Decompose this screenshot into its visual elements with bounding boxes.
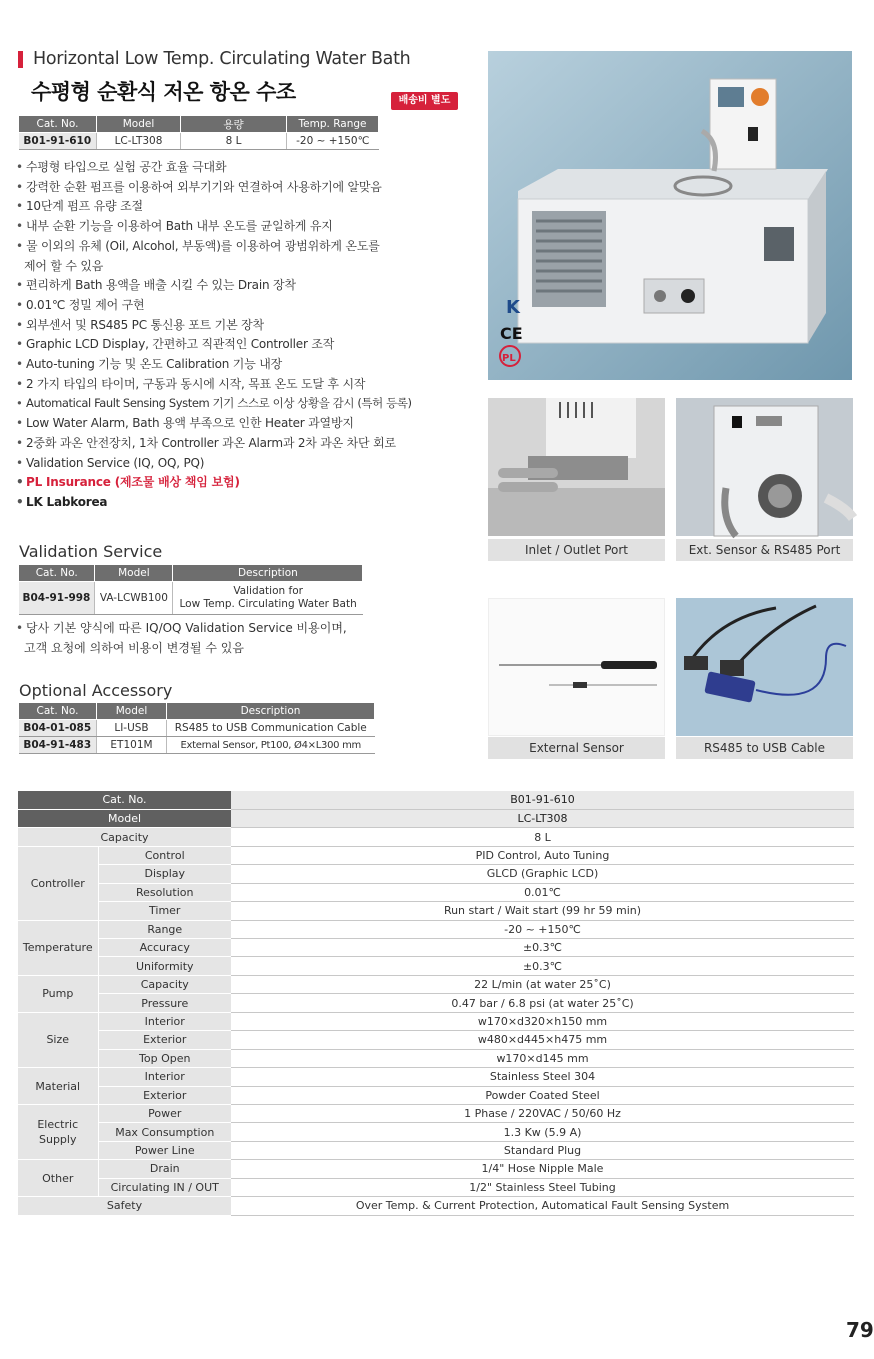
validation-table: [18, 564, 363, 615]
inlet-outlet-illustration: [488, 398, 665, 536]
spec-value: 8 L: [231, 828, 854, 846]
col-header: Cat. No.: [19, 116, 97, 133]
table-row: [18, 791, 854, 809]
spec-label: Safety: [18, 1197, 231, 1215]
spec-value: w170×d320×h150 mm: [231, 1012, 854, 1030]
spec-value: 22 L/min (at water 25˚C): [231, 975, 854, 993]
col-header: Temp. Range: [287, 116, 379, 133]
title-english: Horizontal Low Temp. Circulating Water Bath: [33, 49, 411, 69]
spec-value: Run start / Wait start (99 hr 59 min): [231, 902, 854, 920]
spec-label: Capacity: [98, 975, 231, 993]
shipping-badge: 배송비 별도: [391, 92, 458, 110]
table-cell: B01-91-610: [19, 133, 97, 150]
spec-value: PID Control, Auto Tuning: [231, 846, 854, 864]
spec-group: Controller: [18, 846, 98, 920]
list-item: 제어 할 수 있음: [24, 258, 104, 273]
list-item: • 물 이외의 유체 (Oil, Alcohol, 부동액)를 이용하여 광범위하게 온도를: [16, 237, 466, 257]
spec-value: 0.47 bar / 6.8 psi (at water 25˚C): [231, 994, 854, 1012]
spec-value: w170×d145 mm: [231, 1049, 854, 1067]
table-row: [18, 1197, 854, 1215]
spec-label: Model: [18, 809, 231, 827]
col-header: Model: [97, 116, 181, 133]
col-header: Description: [167, 703, 375, 720]
list-item: • 외부센서 및 RS485 PC 통신용 포트 기본 장착: [16, 316, 466, 336]
ce-mark: CE: [500, 324, 523, 343]
spec-label: Capacity: [18, 828, 231, 846]
table-row: [18, 957, 854, 975]
spec-label: Resolution: [98, 883, 231, 901]
table-row: [18, 1104, 854, 1122]
spec-label: Exterior: [98, 1086, 231, 1104]
table-cell: LI-USB: [97, 720, 167, 737]
list-item: • 2중화 과온 안전장치, 1차 Controller 과온 Alarm과 2차 과온 차단 회로: [16, 434, 466, 454]
note-line: • 당사 기본 양식에 따른 IQ/OQ Validation Service 비용이며,: [16, 618, 347, 638]
table-row: [18, 939, 854, 957]
note-line: 고객 요청에 의하여 비용이 변경될 수 있음: [24, 641, 244, 655]
table-cell: External Sensor, Pt100, Ø4×L300 mm: [167, 737, 375, 754]
table-row: [18, 1068, 854, 1086]
list-item: • Automatical Fault Sensing System 기기 스스로 이상 상황을 감시 (특허 등록): [16, 394, 466, 414]
spec-value: w480×d445×h475 mm: [231, 1031, 854, 1049]
product-table: [18, 115, 379, 150]
list-item: • Validation Service (IQ, OQ, PQ): [16, 454, 466, 474]
table-row: [18, 994, 854, 1012]
table-cell: 8 L: [181, 133, 287, 150]
spec-value: B01-91-610: [231, 791, 854, 809]
table-row: [18, 1049, 854, 1067]
sensor-port-illustration: [676, 398, 853, 536]
spec-value: ±0.3℃: [231, 939, 854, 957]
table-cell: LC-LT308: [97, 133, 181, 150]
spec-value: -20 ~ +150℃: [231, 920, 854, 938]
list-item: • Low Water Alarm, Bath 용액 부족으로 인한 Heater 과열방지: [16, 414, 466, 434]
caption-usb-cable: RS485 to USB Cable: [676, 737, 853, 759]
table-cell: B04-91-483: [19, 737, 97, 754]
page-number: 79: [846, 1318, 874, 1342]
spec-group: Temperature: [18, 920, 98, 975]
caption-inlet-outlet: Inlet / Outlet Port: [488, 539, 665, 561]
spec-label: Interior: [98, 1068, 231, 1086]
spec-value: LC-LT308: [231, 809, 854, 827]
sensor-port-photo: [676, 398, 853, 536]
list-item: • 편리하게 Bath 용액을 배출 시킬 수 있는 Drain 장착: [16, 276, 466, 296]
spec-label: Power: [98, 1104, 231, 1122]
feature-list: [16, 158, 466, 513]
table-row: [18, 975, 854, 993]
spec-label: Top Open: [98, 1049, 231, 1067]
list-item: • LK Labkorea: [16, 493, 466, 513]
table-row: [18, 828, 854, 846]
list-item: • PL Insurance (제조물 배상 책임 보험): [16, 473, 466, 493]
spec-group: [18, 1104, 98, 1159]
list-item: • 2 가지 타입의 타이머, 구동과 동시에 시작, 목표 온도 도달 후 시작: [16, 375, 466, 395]
pl-mark: PL: [502, 353, 516, 364]
section-title-validation: Validation Service: [19, 542, 163, 561]
col-header: Model: [97, 703, 167, 720]
usb-cable-illustration: [676, 598, 853, 736]
title-korean: 수평형 순환식 저온 항온 수조: [31, 80, 296, 104]
kc-mark: K: [506, 297, 520, 318]
usb-cable-photo: [676, 598, 853, 736]
table-row: [18, 902, 854, 920]
spec-value: 1 Phase / 220VAC / 50/60 Hz: [231, 1104, 854, 1122]
description-line: Low Temp. Circulating Water Bath: [179, 598, 357, 610]
spec-label: Drain: [98, 1160, 231, 1178]
water-bath-illustration: [488, 51, 852, 380]
spec-table: [18, 791, 854, 1216]
table-row: [18, 1123, 854, 1141]
table-row: [18, 809, 854, 827]
table-cell: VA-LCWB100: [95, 582, 173, 615]
table-row: [18, 1086, 854, 1104]
group-line: Electric: [37, 1118, 79, 1132]
table-row: [18, 846, 854, 864]
table-cell: -20 ~ +150℃: [287, 133, 379, 150]
table-cell: RS485 to USB Communication Cable: [167, 720, 375, 737]
accessory-table: [18, 702, 375, 754]
table-row: [18, 1012, 854, 1030]
spec-label: Exterior: [98, 1031, 231, 1049]
external-sensor-photo: [488, 598, 665, 736]
spec-group: Size: [18, 1012, 98, 1067]
spec-value: 1/4" Hose Nipple Male: [231, 1160, 854, 1178]
spec-value: ±0.3℃: [231, 957, 854, 975]
spec-group: Material: [18, 1068, 98, 1105]
spec-value: Stainless Steel 304: [231, 1068, 854, 1086]
list-item: • Graphic LCD Display, 간편하고 직관적인 Controller 조작: [16, 335, 466, 355]
product-photo: [488, 51, 852, 380]
spec-label: Max Consumption: [98, 1123, 231, 1141]
col-header: Description: [173, 565, 363, 582]
list-item: • 0.01℃ 정밀 제어 구현: [16, 296, 466, 316]
table-row: [18, 865, 854, 883]
spec-label: Power Line: [98, 1141, 231, 1159]
spec-value: 1/2" Stainless Steel Tubing: [231, 1178, 854, 1196]
spec-value: Powder Coated Steel: [231, 1086, 854, 1104]
spec-label: Cat. No.: [18, 791, 231, 809]
table-cell: ET101M: [97, 737, 167, 754]
list-item: • 10단계 펌프 유량 조절: [16, 197, 466, 217]
table-row: [18, 1160, 854, 1178]
inlet-outlet-photo: [488, 398, 665, 536]
spec-label: Uniformity: [98, 957, 231, 975]
spec-value: Standard Plug: [231, 1141, 854, 1159]
spec-label: Range: [98, 920, 231, 938]
external-sensor-illustration: [489, 599, 666, 737]
spec-group: Pump: [18, 975, 98, 1012]
table-row: [18, 1031, 854, 1049]
list-item: • 강력한 순환 펌프를 이용하여 외부기기와 연결하여 사용하기에 알맞음: [16, 178, 466, 198]
group-line: Supply: [39, 1133, 77, 1147]
title-accent-bar: [18, 51, 23, 68]
list-item: • 수평형 타입으로 실험 공간 효율 극대화: [16, 158, 466, 178]
col-header: Cat. No.: [19, 565, 95, 582]
spec-value: 0.01℃: [231, 883, 854, 901]
spec-label: Accuracy: [98, 939, 231, 957]
table-row: [18, 1178, 854, 1196]
table-row: [18, 883, 854, 901]
spec-label: Interior: [98, 1012, 231, 1030]
spec-label: Timer: [98, 902, 231, 920]
spec-value: 1.3 Kw (5.9 A): [231, 1123, 854, 1141]
spec-value: Over Temp. & Current Protection, Automatical Fault Sensing System: [231, 1197, 854, 1215]
list-item: • Auto-tuning 기능 및 온도 Calibration 기능 내장: [16, 355, 466, 375]
spec-value: GLCD (Graphic LCD): [231, 865, 854, 883]
spec-label: Pressure: [98, 994, 231, 1012]
col-header: 용량: [181, 116, 287, 133]
table-row: [18, 920, 854, 938]
validation-note: [16, 618, 347, 658]
spec-label: Control: [98, 846, 231, 864]
caption-external-sensor: External Sensor: [488, 737, 665, 759]
section-title-accessory: Optional Accessory: [19, 681, 173, 700]
description-line: Validation for: [233, 585, 303, 597]
spec-group: Other: [18, 1160, 98, 1197]
table-cell: B04-01-085: [19, 720, 97, 737]
col-header: Cat. No.: [19, 703, 97, 720]
list-item: • 내부 순환 기능을 이용하여 Bath 내부 온도를 균일하게 유지: [16, 217, 466, 237]
col-header: Model: [95, 565, 173, 582]
spec-label: Display: [98, 865, 231, 883]
table-cell: [173, 582, 363, 615]
table-cell: B04-91-998: [19, 582, 95, 615]
table-row: [18, 1141, 854, 1159]
caption-sensor-port: Ext. Sensor & RS485 Port: [676, 539, 853, 561]
spec-label: Circulating IN / OUT: [98, 1178, 231, 1196]
